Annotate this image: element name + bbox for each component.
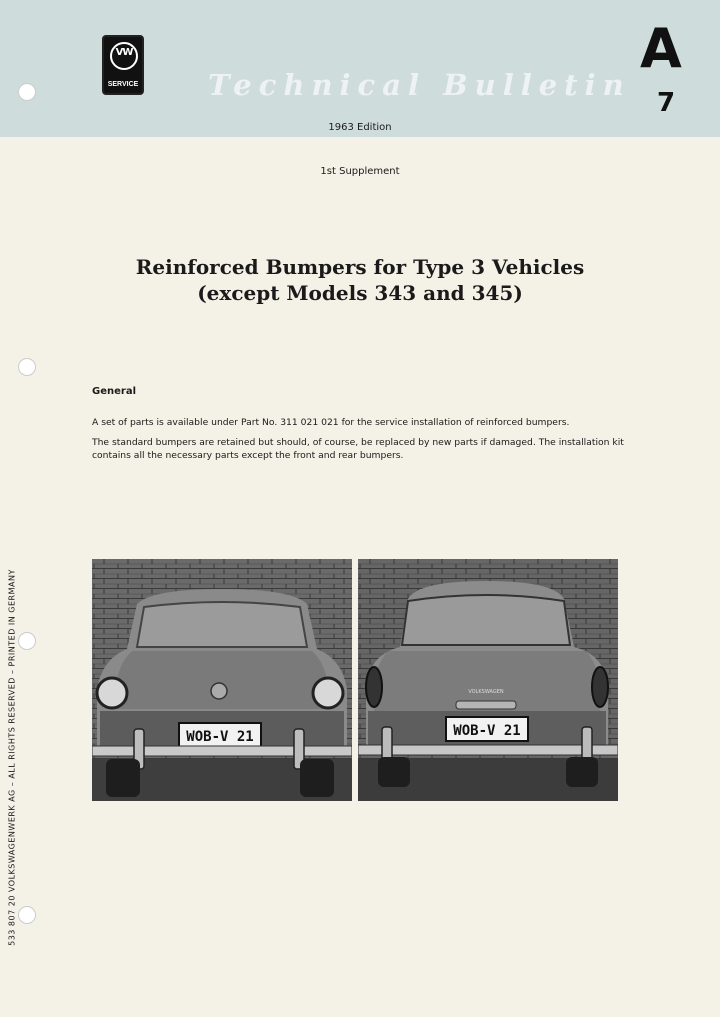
front-view-photo [92,559,352,801]
sidebar-copyright: 533 807 20 VOLKSWAGENWERK AG – ALL RIGHTS RESERVED – PRINTED IN GERMANY [7,569,17,946]
header-band [0,0,720,137]
vw-emblem-icon [110,42,138,70]
banner-title: Technical Bulletin [208,68,631,102]
title-line-1: Reinforced Bumpers for Type 3 Vehicles [135,255,585,279]
rear-badge: VOLKSWAGEN [468,689,504,695]
supplement-label: 1st Supplement [320,166,400,177]
vw-service-logo [102,35,144,95]
front-license-plate: WOB-V 21 [186,729,254,745]
section-heading: General [92,386,136,397]
rear-view-photo [358,559,618,801]
paragraph-1: A set of parts is available under Part No. 311 021 021 for the service installation of reinforced bumpers. [92,417,570,428]
punch-hole [18,906,36,924]
title-line-2: (except Models 343 and 345) [197,281,523,305]
logo-service-label: SERVICE [107,81,139,88]
section-letter: A [640,17,682,80]
punch-hole [18,83,36,101]
punch-hole [18,632,36,650]
edition-label: 1963 Edition [328,122,392,133]
section-number: 7 [657,88,676,118]
bulletin-title [0,254,720,306]
paragraph-2: The standard bumpers are retained but should, of course, be replaced by new parts if damaged. The installation kit contains all the necessary parts except the front and rear bumpers. [92,437,624,461]
punch-hole [18,358,36,376]
rear-license-plate: WOB-V 21 [453,723,521,739]
